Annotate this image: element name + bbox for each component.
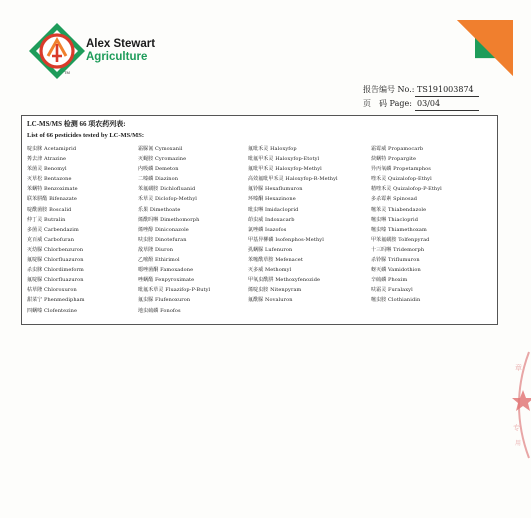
pesticide-grid — [27, 144, 495, 316]
pesticide-table — [21, 115, 498, 325]
report-page-row — [363, 97, 479, 111]
table-cell: 联苯肼酯 Bifenazate — [27, 196, 77, 203]
svg-text:专: 专 — [513, 424, 520, 432]
table-cell: 异丙氧磷 Propetamphos — [371, 166, 431, 173]
table-cell: 吡氟甲禾灵 Haloxyfop-Etotyl — [248, 156, 320, 163]
trademark-mark: TM — [64, 70, 70, 75]
table-cell — [371, 306, 495, 316]
report-info — [363, 83, 479, 111]
table-cell: 乙嘧酚 Ethirimol — [138, 257, 180, 264]
table-cell: 高效氟吡甲禾灵 Haloxyfop-R-Methyl — [248, 176, 338, 183]
table-cell: 禾草灵 Diclofop-Methyl — [138, 196, 197, 203]
table-cell: 噁唑菌酮 Famoxadone — [138, 267, 194, 274]
table-cell: 氟酰脲 Novaluron — [248, 297, 293, 304]
table-cell: 烯酰吗啉 Dimethomorph — [138, 216, 200, 223]
table-title-cn: LC-MS/MS 检测 66 项农药列表: — [27, 120, 126, 128]
table-cell: 灭蝇胺 Cyromazine — [138, 156, 187, 163]
table-cell — [248, 306, 371, 316]
table-cell: 苯噻酰草胺 Mefenacet — [248, 257, 303, 264]
table-cell: 氟虫脲 Flufenoxuron — [138, 297, 191, 304]
table-cell: 杀铃脲 Triflumuron — [371, 257, 420, 264]
report-number-label: 报告编号 No.: — [363, 85, 415, 94]
table-cell: 烯唑醇 Diniconazole — [138, 226, 189, 233]
alex-stewart-logo-icon — [28, 22, 86, 80]
svg-text:章: 章 — [515, 364, 522, 372]
table-cell: 噻虫嗪 Thiamethoxam — [371, 226, 427, 233]
table-cell: 四螨嗪 Clofentezine — [27, 307, 78, 314]
table-cell: 乐果 Dimethoate — [138, 206, 181, 213]
table-cell: 啶酰菌胺 Boscalid — [27, 206, 72, 213]
table-cell: 甲基异柳磷 Isofenphos-Methyl — [248, 236, 324, 243]
table-cell: 氟啶脲 Chlorfluazuron — [27, 257, 84, 264]
corner-triangle-icon — [457, 20, 513, 76]
table-cell: 呋霜灵 Furalaxyl — [371, 287, 413, 294]
table-cell: 多菌灵 Carbendazim — [27, 226, 79, 233]
table-cell: 唑螨酯 Fenpyroximate — [138, 277, 195, 284]
table-cell: 甲氧虫酰肼 Methoxyfenozide — [248, 277, 321, 284]
table-cell: 灭多威 Methomyl — [248, 267, 292, 274]
table-cell: 虱螨脲 Lufenuron — [248, 246, 293, 253]
table-cell: 氟吡甲禾灵 Haloxyfop-Methyl — [248, 166, 322, 173]
table-cell: 苯氟磺胺 Dichlofluanid — [138, 186, 196, 193]
table-cell: 内吸磷 Demeton — [138, 166, 179, 173]
table-cell: 氟啶脲 Chlorfluazuron — [27, 277, 84, 284]
table-cell: 氟铃脲 Hexaflumuron — [248, 186, 303, 193]
table-cell: 氯唑磷 Isazofos — [248, 226, 287, 233]
table-cell: 烯啶虫胺 Nitenpyram — [248, 287, 302, 294]
table-cell: 环嗪酮 Hexazinone — [248, 196, 296, 203]
table-cell: 十三吗啉 Tridemorph — [371, 246, 425, 253]
table-cell: 精喹禾灵 Quizalofop-P-Ethyl — [371, 186, 442, 193]
table-cell: 茚虫威 Indoxacarb — [248, 216, 295, 223]
table-cell: 啶虫脒 Acetamiprid — [27, 146, 77, 152]
table-cell: 灭草松 Bentazone — [27, 176, 72, 183]
table-cell: 枯草隆 Chloroxuron — [27, 287, 77, 294]
table-cell: 吡氟禾草灵 Fluazifop-P-Butyl — [138, 287, 211, 294]
table-cell: 莠去津 Atrazine — [27, 156, 67, 163]
table-cell: 噻虫胺 Clothianidin — [371, 297, 421, 304]
table-cell: 噻苯灵 Thiabendazole — [371, 206, 427, 213]
report-page-label: 页 码 Page: — [363, 99, 412, 108]
table-cell: 甲苯氟磺胺 Tolfenpyrad — [371, 236, 430, 243]
table-cell: 炔螨特 Propargite — [371, 156, 417, 163]
report-number-value: TS191003874 — [415, 83, 479, 97]
table-cell: 噻虫啉 Thiacloprid — [371, 216, 419, 223]
table-cell: 氟吡禾灵 Haloxyfop — [248, 146, 297, 152]
table-cell: 辛硫磷 Phoxim — [371, 277, 408, 284]
official-seal-stamp — [501, 350, 531, 460]
company-name — [86, 38, 155, 64]
table-cell: 敌草隆 Diuron — [138, 246, 174, 253]
table-cell: 吡虫啉 Imidacloprid — [248, 206, 299, 213]
table-cell: 二嗪磷 Diazinon — [138, 176, 179, 183]
table-cell: 霜霉威 Propamocarb — [371, 146, 424, 152]
svg-text:用: 用 — [515, 440, 522, 447]
table-cell: 呋虫胺 Dinotefuran — [138, 236, 187, 243]
table-cell: 灭幼脲 Chlorbenzuron — [27, 246, 84, 253]
table-cell: 多杀霉素 Spinosad — [371, 196, 418, 203]
table-cell: 甜菜宁 Phenmedipham — [27, 297, 85, 304]
table-cell: 地虫硫磷 Fonofos — [138, 307, 181, 314]
table-cell: 霜脲氰 Cymoxanil — [138, 146, 183, 152]
report-page-value: 03/04 — [415, 97, 479, 111]
table-cell: 克百威 Carbofuran — [27, 236, 75, 243]
table-title-en: List of 66 pesticides tested by LC-MS/MS: — [27, 132, 144, 139]
table-cell: 仲丁灵 Butralin — [27, 216, 66, 223]
report-number-row — [363, 83, 479, 97]
company-name-line2: Agriculture — [86, 51, 148, 63]
table-cell: 蚜灭磷 Vamidothion — [371, 267, 421, 274]
table-cell: 喹禾灵 Quizalofop-Ethyl — [371, 176, 432, 183]
company-name-line1: Alex Stewart — [86, 38, 156, 50]
table-cell: 杀虫脒 Chlordimeform — [27, 267, 84, 274]
table-cell: 苯菌灵 Benomyl — [27, 166, 67, 173]
table-cell: 苯螨特 Benzoximate — [27, 186, 78, 193]
